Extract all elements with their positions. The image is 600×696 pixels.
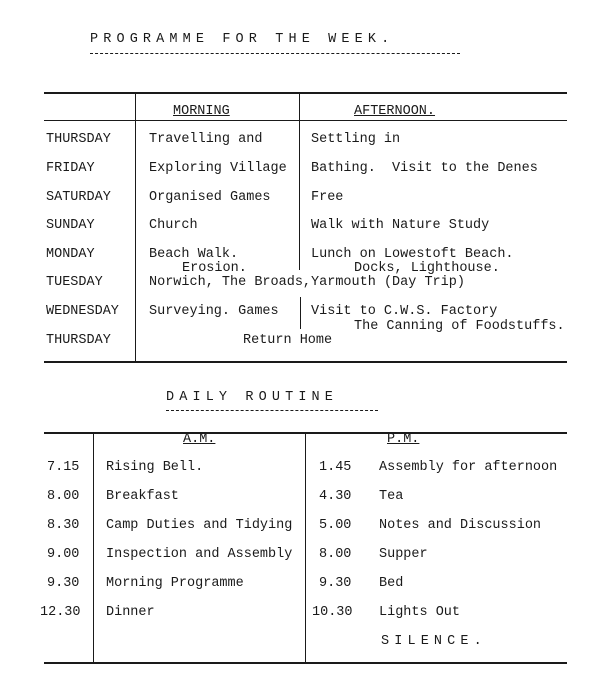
am-time: 12.30 xyxy=(40,605,81,620)
programme-header-morning: MORNING xyxy=(173,104,230,119)
am-item: Breakfast xyxy=(106,489,179,504)
programme-morning: Church xyxy=(149,218,198,233)
pm-time: 5.00 xyxy=(319,518,352,533)
programme-mid-divider-1 xyxy=(299,94,300,270)
programme-day-divider xyxy=(135,94,136,361)
programme-day: MONDAY xyxy=(46,247,95,262)
programme-table-top-rule xyxy=(44,92,567,94)
programme-afternoon-line2: The Canning of Foodstuffs. xyxy=(354,319,565,334)
programme-morning-line2: Erosion. xyxy=(182,261,247,276)
programme-table-bottom-rule xyxy=(44,361,567,363)
programme-day: TUESDAY xyxy=(46,275,103,290)
programme-afternoon: Visit to C.W.S. Factory xyxy=(311,304,498,319)
am-item: Dinner xyxy=(106,605,155,620)
routine-title: DAILY ROUTINE xyxy=(166,390,339,405)
pm-item: Notes and Discussion xyxy=(379,518,542,533)
routine-header-am: A.M. xyxy=(183,432,216,447)
routine-table-bottom-rule xyxy=(44,662,567,664)
programme-day: THURSDAY xyxy=(46,132,111,147)
am-item: Inspection and Assembly xyxy=(106,547,293,562)
pm-item: Tea xyxy=(379,489,404,504)
routine-mid-divider xyxy=(305,434,306,662)
programme-morning: Travelling and xyxy=(149,132,263,147)
programme-table-header-rule xyxy=(44,120,567,121)
routine-title-underline xyxy=(166,410,378,411)
pm-time: 8.00 xyxy=(319,547,352,562)
pm-time: 1.45 xyxy=(319,460,352,475)
programme-day: WEDNESDAY xyxy=(46,304,119,319)
am-time: 8.00 xyxy=(47,489,80,504)
programme-afternoon: Free xyxy=(311,190,344,205)
programme-mid-divider-2 xyxy=(300,297,301,329)
programme-afternoon: Walk with Nature Study xyxy=(311,218,490,233)
programme-title-underline xyxy=(90,53,460,54)
am-item: Morning Programme xyxy=(106,576,244,591)
am-item: Camp Duties and Tidying xyxy=(106,518,293,533)
routine-footer-silence: SILENCE. xyxy=(381,634,487,649)
programme-title: PROGRAMME FOR THE WEEK. xyxy=(90,32,395,47)
programme-span: Norwich, The Broads,Yarmouth (Day Trip) xyxy=(149,275,465,290)
programme-afternoon: Settling in xyxy=(311,132,401,147)
programme-day: THURSDAY xyxy=(46,333,111,348)
pm-item: Assembly for afternoon xyxy=(379,460,558,475)
programme-header-afternoon: AFTERNOON. xyxy=(354,104,436,119)
programme-span: Return Home xyxy=(243,333,333,348)
programme-morning: Organised Games xyxy=(149,190,271,205)
programme-afternoon: Lunch on Lowestoft Beach. xyxy=(311,247,514,262)
programme-afternoon: Bathing. Visit to the Denes xyxy=(311,161,538,176)
programme-day: SATURDAY xyxy=(46,190,111,205)
am-time: 9.00 xyxy=(47,547,80,562)
am-item: Rising Bell. xyxy=(106,460,204,475)
am-time: 9.30 xyxy=(47,576,80,591)
programme-morning: Surveying. Games xyxy=(149,304,279,319)
programme-day: SUNDAY xyxy=(46,218,95,233)
programme-morning: Exploring Village xyxy=(149,161,287,176)
pm-item: Lights Out xyxy=(379,605,461,620)
pm-time: 10.30 xyxy=(312,605,353,620)
pm-item: Bed xyxy=(379,576,404,591)
pm-time: 9.30 xyxy=(319,576,352,591)
pm-item: Supper xyxy=(379,547,428,562)
programme-afternoon-line2: Docks, Lighthouse. xyxy=(354,261,500,276)
pm-time: 4.30 xyxy=(319,489,352,504)
programme-morning: Beach Walk. xyxy=(149,247,239,262)
routine-header-pm: P.M. xyxy=(387,432,420,447)
am-time: 8.30 xyxy=(47,518,80,533)
routine-time-divider xyxy=(93,434,94,662)
programme-day: FRIDAY xyxy=(46,161,95,176)
am-time: 7.15 xyxy=(47,460,80,475)
